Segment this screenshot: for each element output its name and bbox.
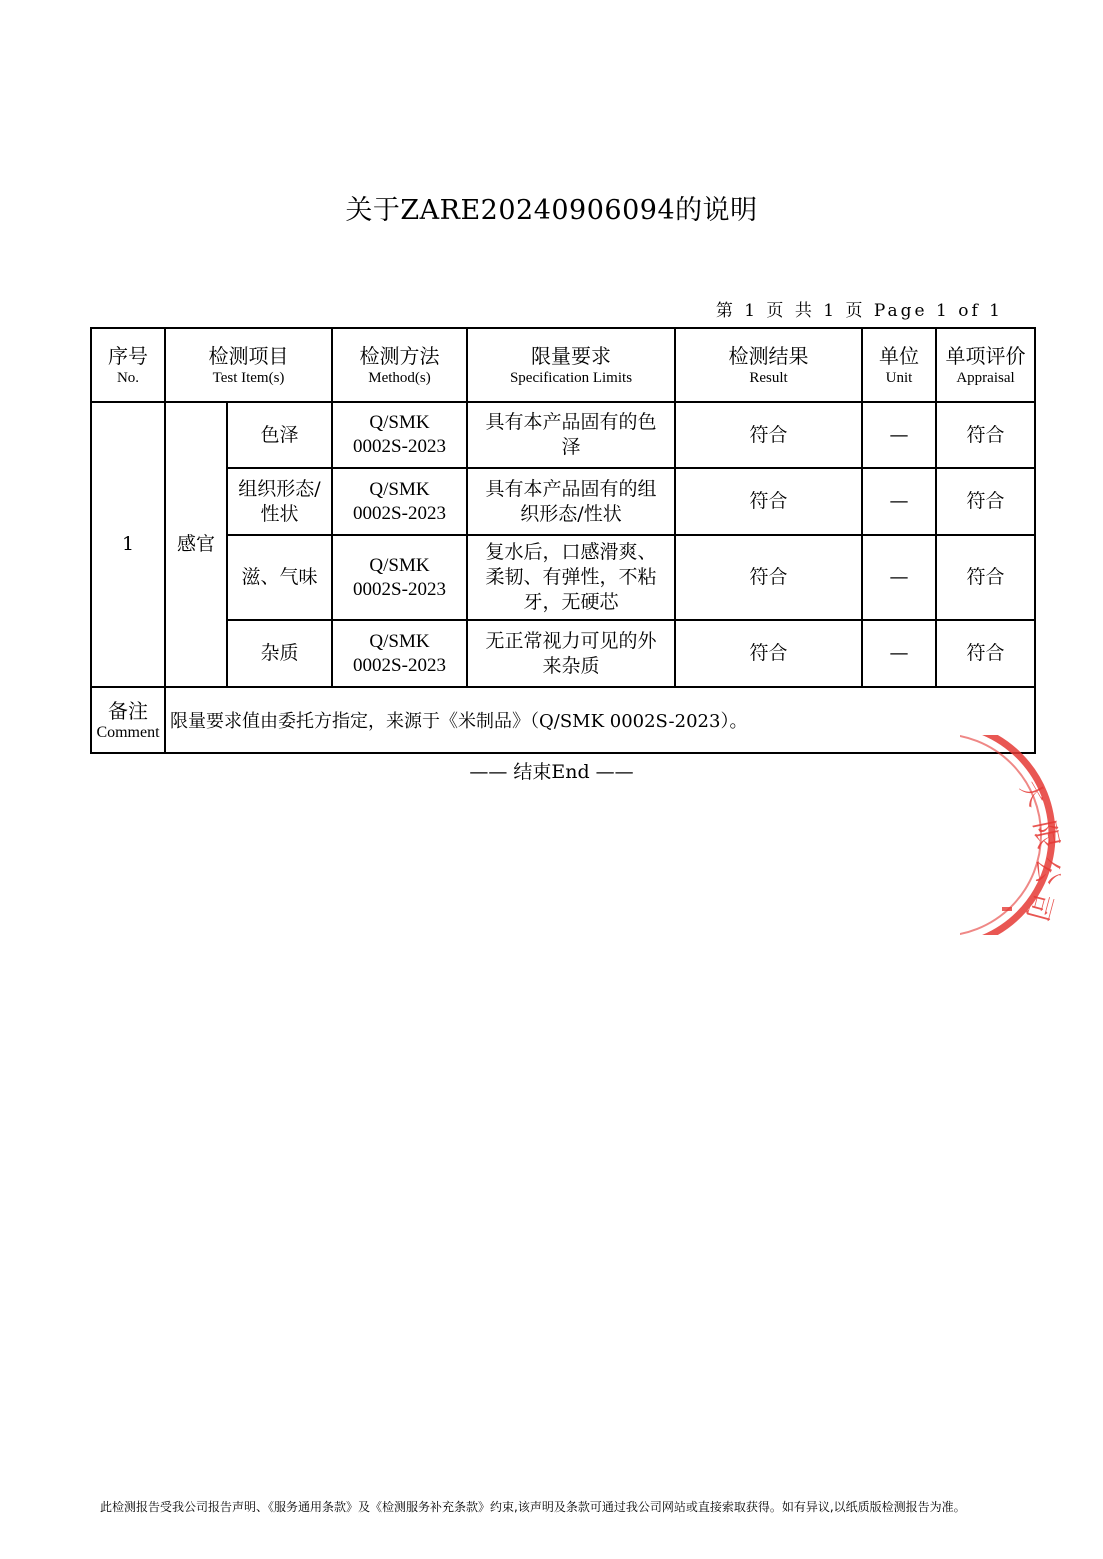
svg-text:大: 大 [1014, 776, 1052, 811]
row-number: 1 [91, 402, 165, 687]
svg-text:公: 公 [1031, 857, 1064, 886]
footer-disclaimer: 此检测报告受我公司报告声明、《服务通用条款》及《检测服务补充条款》约束,该声明及条款可通过我公司网站或直接索取获得。如有异议,以纸质版检测报告为准。 [100, 1500, 966, 1514]
header-method: 检测方法 Method(s) [332, 328, 467, 402]
seal-graphic [960, 735, 1070, 935]
unit-value: — [862, 620, 936, 687]
header-row [91, 328, 1035, 402]
table-row [91, 402, 1035, 468]
header-unit: 单位 Unit [862, 328, 936, 402]
results-table [90, 327, 1036, 754]
test-result: 符合 [675, 535, 862, 620]
test-item: 杂质 [227, 620, 332, 687]
svg-text:司: 司 [1019, 889, 1060, 925]
appraisal-value: 符合 [936, 402, 1035, 468]
table-row [91, 620, 1035, 687]
header-result: 检测结果 Result [675, 328, 862, 402]
unit-value: — [862, 468, 936, 535]
test-item: 滋、气味 [227, 535, 332, 620]
remark-label: 备注 Comment [91, 687, 165, 753]
spec-limit: 具有本产品固有的组 织形态/性状 [467, 468, 675, 535]
test-item: 色泽 [227, 402, 332, 468]
unit-value: — [862, 535, 936, 620]
spec-limit: 复水后，口感滑爽、 柔韧、有弹性，不粘 牙，无硬芯 [467, 535, 675, 620]
remark-row [91, 687, 1035, 753]
test-method: Q/SMK 0002S-2023 [332, 620, 467, 687]
header-appraisal: 单项评价 Appraisal [936, 328, 1035, 402]
appraisal-value: 符合 [936, 535, 1035, 620]
document-title: 关于ZARE20240906094的说明 [345, 195, 758, 226]
spec-limit: 无正常视力可见的外 来杂质 [467, 620, 675, 687]
spec-limit: 具有本产品固有的色 泽 [467, 402, 675, 468]
header-no: 序号 No. [91, 328, 165, 402]
appraisal-value: 符合 [936, 468, 1035, 535]
appraisal-value: 符合 [936, 620, 1035, 687]
header-test-item: 检测项目 Test Item(s) [165, 328, 332, 402]
remark-text: 限量要求值由委托方指定，来源于《米制品》（Q/SMK 0002S-2023）。 [165, 687, 1035, 753]
test-method: Q/SMK 0002S-2023 [332, 468, 467, 535]
test-result: 符合 [675, 402, 862, 468]
test-method: Q/SMK 0002S-2023 [332, 535, 467, 620]
test-result: 符合 [675, 468, 862, 535]
test-method: Q/SMK 0002S-2023 [332, 402, 467, 468]
end-marker: —— 结束End —— [469, 761, 634, 783]
svg-text:限: 限 [1027, 817, 1066, 852]
page-indicator: 第 1 页 共 1 页 Page 1 of 1 [715, 301, 1003, 321]
row-category: 感官 [165, 402, 227, 687]
test-result: 符合 [675, 620, 862, 687]
table-row [91, 468, 1035, 535]
header-spec: 限量要求 Specification Limits [467, 328, 675, 402]
unit-value: — [862, 402, 936, 468]
test-item: 组织形态/性状 [227, 468, 332, 535]
company-seal-stamp [960, 735, 1070, 935]
table-row [91, 535, 1035, 620]
